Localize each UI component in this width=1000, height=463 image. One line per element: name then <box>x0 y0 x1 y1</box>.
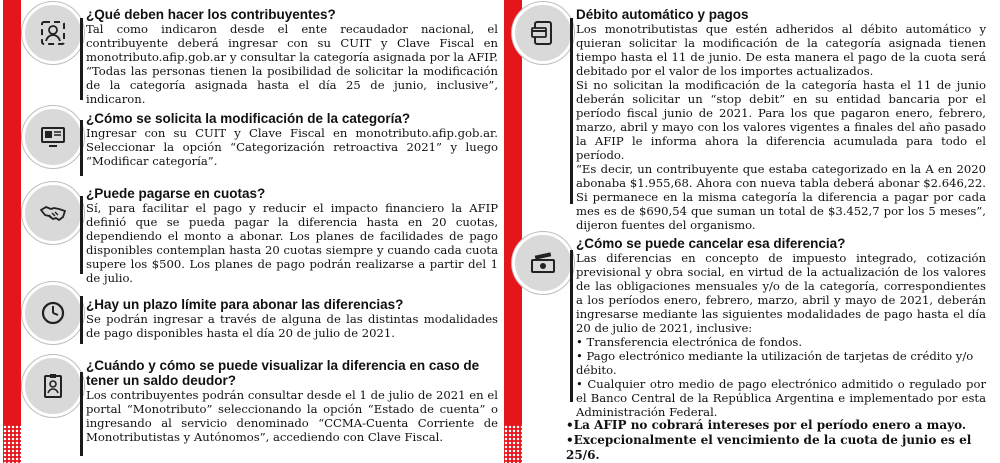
answer-text: Los contribuyentes podrán consultar desde el 1 de julio de 2021 en el portal “Monotributo” seleccionando la opción “Estado de cuenta” o ingresando al servicio denominado “CCMA-Cuenta Corriente de Monotributistas y Autónomos”, accediendo con Clave Fiscal. <box>86 388 498 444</box>
user-id-icon <box>22 2 84 64</box>
question-heading: Débito automático y pagos <box>576 7 749 22</box>
answer-paragraph: Las diferencias en concepto de impuesto integrado, cotización previsional y obra social, en virtud de la actualización de los valores de las obligaciones mensuales y/o de la categoría, correspondientes a los períodos enero, febrero, marzo, abril y mayo de 2021, deberán ingresarse mediante las siguientes modalidades de pago hasta el día 20 de julio de 2021, inclusive: <box>576 251 986 335</box>
final-note: •Excepcionalmente el vencimiento de la cuota de junio es el 25/6. <box>566 433 972 462</box>
section-plazo <box>86 297 498 340</box>
left-dot-pattern <box>3 425 21 463</box>
card-payment-icon <box>512 2 574 64</box>
section-debito-automatico <box>576 7 986 232</box>
final-note: •La AFIP no cobrará intereses por el período enero a mayo. <box>566 418 967 432</box>
divider-line <box>80 120 83 176</box>
answer-text: Ingresar con su CUIT y Clave Fiscal en monotributo.afip.gob.ar. Seleccionar la opción “Categorización retroactiva 2021” y luego “Modificar categoría”. <box>86 126 498 168</box>
bullet-item: • Pago electrónico mediante la utilización de tarjetas de crédito y/o débito. <box>576 349 974 377</box>
question-heading: ¿Cuándo y cómo se puede visualizar la diferencia en caso de tener un saldo deudor? <box>86 358 480 388</box>
computer-icon <box>22 106 84 168</box>
left-red-bar <box>3 0 21 463</box>
section-modificacion <box>86 111 498 168</box>
section-contribuyentes <box>86 7 498 106</box>
section-cancelar-diferencia <box>576 236 986 419</box>
answer-text: Se podrán ingresar a través de alguna de las distintas modalidades de pago disponibles hasta el día 20 de julio de 2021. <box>86 312 498 340</box>
question-heading: ¿Qué deben hacer los contribuyentes? <box>86 7 336 22</box>
bullet-item: • Cualquier otro medio de pago electrónico admitido o regulado por el Banco Central de la República Argentina e implementado por esta Administración Federal. <box>576 377 986 419</box>
answer-text: Sí, para facilitar el pago y reducir el impacto financiero la AFIP definió que se pueda pagar la diferencia hasta en 20 cuotas, dependiendo el monto a abonar. Los planes de facilidades de pago disponibles contemplan hasta 20 cuotas siempre y cuando cada cuota supere los $500. Los planes de pago podrán realizarse a partir del 1 de julio. <box>86 201 498 285</box>
section-cuotas <box>86 186 498 285</box>
badge-icon <box>22 355 84 417</box>
question-heading: ¿Cómo se puede cancelar esa diferencia? <box>576 236 846 251</box>
final-notes <box>566 418 986 463</box>
money-cash-icon <box>512 232 574 294</box>
right-red-bar <box>504 0 522 463</box>
answer-paragraph: Los monotributistas que estén adheridos al débito automático y quieran solicitar la modificación de la categoría asignada tienen tiempo hasta el 11 de junio. De esta manera el pago de la cuota será debitado por el valor de los importes actualizados. <box>576 22 986 78</box>
question-heading: ¿Cómo se solicita la modificación de la categoría? <box>86 111 411 126</box>
question-heading: ¿Hay un plazo límite para abonar las diferencias? <box>86 297 404 312</box>
section-saldo-deudor <box>86 358 498 444</box>
answer-paragraph: Si no solicitan la modificación de la categoría hasta el 11 de junio deberán solicitar un “stop debit” en su entidad bancaria por el período fiscal junio de 2021. Para los que pagaron enero, febrero, marzo, abril y mayo con los valores vigentes a finales del año pasado la AFIP le informa ahora la diferencia acumulada para todo el período. <box>576 78 986 162</box>
bullet-item: • Transferencia electrónica de fondos. <box>576 335 803 349</box>
handshake-icon <box>22 182 84 244</box>
answer-text: Tal como indicaron desde el ente recaudador nacional, el contribuyente deberá ingresar con su CUIT y Clave Fiscal en monotributo.afip.gob.ar y consultar la categoría asignada por la AFIP. “Todas las personas tienen la posibilidad de solicitar la modificación de la categoría asignada hasta el día 25 de junio, inclusive”, indicaron. <box>86 22 498 106</box>
divider-line <box>570 250 573 402</box>
answer-paragraph: “Es decir, un contribuyente que estaba categorizado en la A en 2020 abonaba $1.955,68. Ahora con nueva tabla deberá abonar $2.646,22. Si permanece en la misma categoría la diferencia a pagar por cada mes es de $690,54 que suman un total de $3.452,7 por los 5 meses”, dijeron fuentes del organismo. <box>576 162 986 232</box>
divider-line <box>80 196 83 274</box>
divider-line <box>570 18 573 204</box>
divider-line <box>80 372 83 456</box>
divider-line <box>80 18 83 100</box>
clock-icon <box>22 282 84 344</box>
divider-line <box>80 296 83 344</box>
right-dot-pattern <box>504 425 522 463</box>
question-heading: ¿Puede pagarse en cuotas? <box>86 186 266 201</box>
